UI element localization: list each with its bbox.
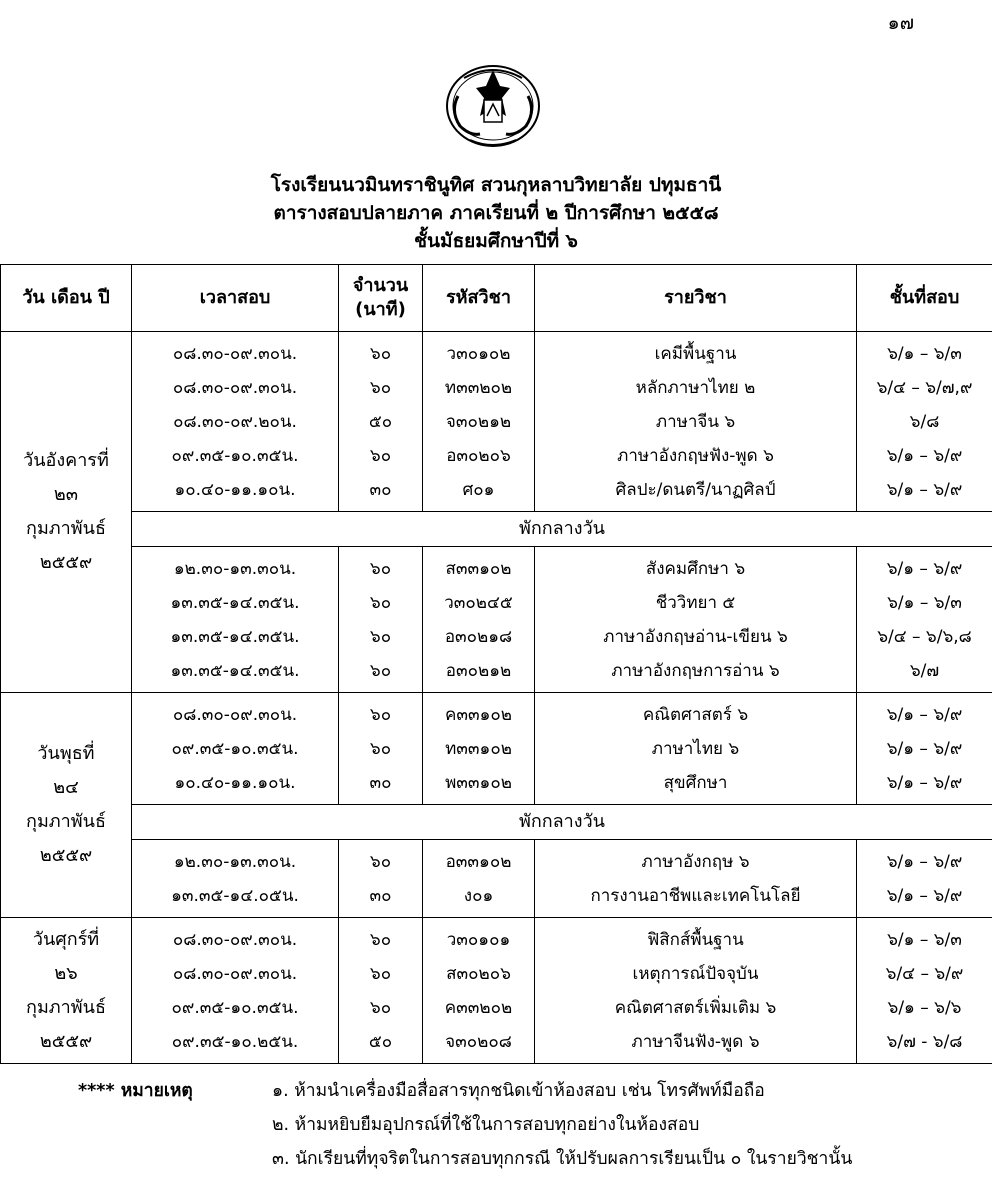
header-room: ชั้นที่สอบ [857, 265, 992, 332]
exam-minutes: ๓๐ [369, 773, 392, 793]
subject-name: ชีววิทยา ๕ [655, 593, 736, 613]
subject-code: ท๓๓๒๐๒ [444, 378, 513, 398]
subject-code: ค๓๓๒๐๒ [444, 998, 513, 1018]
schedule-block-row [1, 332, 992, 512]
header-code: รหัสวิชา [423, 265, 535, 332]
day-line: วันอังคารที่ [23, 450, 109, 471]
subject-code: ท๓๓๑๐๒ [445, 739, 512, 759]
exam-time: ๑๐.๔๐-๑๑.๑๐น. [174, 773, 296, 793]
subject-name: ศิลปะ/ดนตรี/นาฏศิลป์ [615, 480, 776, 500]
exam-time: ๐๙.๓๕-๑๐.๓๕น. [171, 998, 299, 1018]
table-body [1, 332, 992, 1064]
exam-minutes: ๓๐ [369, 480, 392, 500]
exam-minutes: ๖๐ [369, 998, 392, 1018]
subject-code: ว๓๐๒๔๕ [444, 593, 513, 613]
subject-code-column [423, 918, 535, 1064]
exam-room-column [857, 918, 992, 1064]
subject-name: ภาษาไทย ๖ [651, 739, 740, 759]
exam-minutes: ๖๐ [369, 559, 392, 579]
exam-minutes-column [339, 332, 423, 512]
school-seal-logo [440, 56, 546, 152]
exam-room: ๖/๑ – ๖/๙ [886, 559, 963, 579]
subject-name: ภาษาจีน ๖ [655, 412, 736, 432]
subject-name: การงานอาชีพและเทคโนโลยี [590, 886, 801, 906]
schedule-block-row [1, 840, 992, 918]
exam-minutes: ๖๐ [369, 378, 392, 398]
subject-name: คณิตศาสตร์เพิ่มเติม ๖ [614, 998, 777, 1018]
day-line: ๒๕๕๙ [39, 845, 93, 866]
exam-room: ๖/๗ - ๖/๘ [886, 1032, 963, 1052]
lunch-break: พักกลางวัน [132, 512, 992, 547]
exam-room: ๖/๔ – ๖/๗,๙ [876, 378, 973, 398]
exam-room: ๖/๑ – ๖/๙ [886, 886, 963, 906]
exam-minutes-column [339, 693, 423, 805]
note-item: ๒. ห้ามหยิบยืมอุปกรณ์ที่ใช้ในการสอบทุกอย่างในห้องสอบ [272, 1115, 700, 1135]
exam-time: ๐๙.๓๕-๑๐.๓๕น. [171, 446, 299, 466]
subject-code-column [423, 840, 535, 918]
exam-room: ๖/๑ – ๖/๓ [887, 930, 962, 950]
exam-room: ๖/๑ – ๖/๖ [887, 998, 962, 1018]
subject-code: ว๓๐๑๐๒ [446, 344, 511, 364]
header-time: เวลาสอบ [132, 265, 339, 332]
exam-title: ตารางสอบปลายภาค ภาคเรียนที่ ๒ ปีการศึกษา ๒๕๕๘ [273, 202, 719, 224]
day-line: ๒๕๕๙ [39, 552, 93, 573]
subject-name-column [535, 693, 857, 805]
exam-time: ๑๐.๔๐-๑๑.๑๐น. [174, 480, 296, 500]
subject-name: เคมีพื้นฐาน [654, 344, 737, 364]
day-cell [1, 332, 132, 693]
exam-room-column [857, 547, 992, 693]
lunch-break: พักกลางวัน [132, 805, 992, 840]
school-name: โรงเรียนนวมินทราชินูทิศ สวนกุหลาบวิทยาลัย ปทุมธานี [270, 174, 722, 196]
lunch-row [1, 512, 992, 547]
exam-time: ๑๒.๓๐-๑๓.๓๐น. [173, 559, 297, 579]
header-minutes-line2: (นาที) [355, 299, 406, 320]
header-minutes-line1: จำนวน [352, 275, 409, 296]
schedule-block-row [1, 547, 992, 693]
subject-code: อ๓๐๒๑๘ [444, 627, 513, 647]
exam-room: ๖/๑ – ๖/๙ [886, 480, 963, 500]
exam-time-column [132, 918, 339, 1064]
subject-code: ค๓๓๑๐๒ [445, 705, 512, 725]
day-line: กุมภาพันธ์ [26, 811, 106, 832]
subject-name: สังคมศึกษา ๖ [645, 559, 746, 579]
exam-room-column [857, 332, 992, 512]
note-item: ๑. ห้ามนำเครื่องมือสื่อสารทุกชนิดเข้าห้องสอบ เช่น โทรศัพท์มือถือ [272, 1081, 765, 1101]
exam-time: ๐๘.๓๐-๐๙.๓๐น. [172, 705, 298, 725]
exam-minutes: ๖๐ [369, 964, 392, 984]
exam-time-column [132, 332, 339, 512]
subject-name: ภาษาอังกฤษการอ่าน ๖ [611, 661, 780, 681]
subject-name: คณิตศาสตร์ ๖ [642, 705, 749, 725]
exam-time: ๑๒.๓๐-๑๓.๓๐น. [173, 852, 297, 872]
subject-code: ศ๐๑ [462, 480, 495, 500]
header-subject: รายวิชา [535, 265, 857, 332]
subject-code-column [423, 547, 535, 693]
subject-code: ส๓๓๑๐๒ [445, 559, 512, 579]
table-header-row [1, 265, 992, 332]
subject-name: สุขศึกษา [663, 773, 728, 793]
exam-minutes: ๖๐ [369, 627, 392, 647]
subject-name: ภาษาอังกฤษ ๖ [641, 852, 750, 872]
subject-name: ภาษาจีนฟัง-พูด ๖ [631, 1032, 760, 1052]
subject-name-column [535, 918, 857, 1064]
exam-time-column [132, 840, 339, 918]
exam-time: ๐๘.๓๐-๐๙.๓๐น. [172, 344, 298, 364]
day-cell [1, 693, 132, 918]
subject-name-column [535, 547, 857, 693]
day-line: ๒๕๕๙ [39, 1030, 93, 1052]
exam-minutes: ๖๐ [369, 852, 392, 872]
exam-time: ๐๘.๓๐-๐๙.๓๐น. [172, 378, 298, 398]
exam-time: ๑๓.๓๕-๑๔.๓๕น. [170, 627, 300, 647]
schedule-block-row [1, 693, 992, 805]
exam-minutes: ๖๐ [369, 593, 392, 613]
subject-code: อ๓๐๒๐๖ [446, 446, 511, 466]
day-line: กุมภาพันธ์ [26, 518, 106, 539]
exam-minutes: ๖๐ [369, 446, 392, 466]
exam-room-column [857, 693, 992, 805]
exam-time-column [132, 693, 339, 805]
exam-time: ๑๓.๓๕-๑๔.๓๕น. [170, 593, 300, 613]
exam-minutes-column [339, 918, 423, 1064]
exam-time: ๐๙.๓๕-๑๐.๓๕น. [171, 739, 299, 759]
subject-name: ภาษาอังกฤษอ่าน-เขียน ๖ [603, 627, 788, 647]
exam-room: ๖/๑ – ๖/๓ [887, 593, 962, 613]
exam-room-column [857, 840, 992, 918]
exam-time: ๑๓.๓๕-๑๔.๐๕น. [171, 886, 299, 906]
exam-minutes: ๖๐ [369, 705, 392, 725]
exam-room: ๖/๑ – ๖/๙ [886, 739, 963, 759]
subject-name: ภาษาอังกฤษฟัง-พูด ๖ [617, 446, 774, 466]
grade-level: ชั้นมัธยมศึกษาปีที่ ๖ [414, 230, 578, 252]
exam-room: ๖/๑ – ๖/๙ [886, 773, 963, 793]
subject-code: ส๓๐๒๐๖ [446, 964, 511, 984]
exam-minutes: ๖๐ [369, 344, 392, 364]
lunch-row [1, 805, 992, 840]
subject-code: พ๓๓๑๐๒ [445, 773, 512, 793]
exam-schedule-table [0, 264, 992, 1064]
exam-room: ๖/๔ – ๖/๖,๘ [877, 627, 972, 647]
header-minutes [339, 265, 423, 332]
day-line: วันพุธที่ [37, 743, 95, 764]
exam-time: ๐๙.๓๕-๑๐.๒๕น. [171, 1032, 299, 1052]
exam-room: ๖/๑ – ๖/๙ [886, 852, 963, 872]
exam-time: ๐๘.๓๐-๐๙.๓๐น. [172, 930, 298, 950]
exam-time: ๑๓.๓๕-๑๔.๓๕น. [170, 661, 300, 681]
exam-time: ๐๘.๓๐-๐๙.๓๐น. [172, 964, 298, 984]
exam-minutes: ๖๐ [369, 930, 392, 950]
exam-minutes: ๖๐ [369, 661, 392, 681]
day-line: ๒๖ [54, 962, 78, 984]
note-item: ๓. นักเรียนที่ทุจริตในการสอบทุกกรณี ให้ปรับผลการเรียนเป็น ๐ ในรายวิชานั้น [272, 1149, 853, 1169]
subject-name: ฟิสิกส์พื้นฐาน [647, 930, 744, 950]
exam-minutes-column [339, 547, 423, 693]
exam-minutes: ๖๐ [369, 739, 392, 759]
subject-code-column [423, 693, 535, 805]
notes-label: **** หมายเหตุ [78, 1081, 193, 1101]
day-cell [1, 918, 132, 1064]
subject-code-column [423, 332, 535, 512]
subject-code: ว๓๐๑๐๑ [446, 930, 511, 950]
exam-minutes: ๓๐ [369, 886, 392, 906]
subject-name-column [535, 332, 857, 512]
subject-code: ง๐๑ [463, 886, 494, 906]
subject-name: หลักภาษาไทย ๒ [635, 378, 756, 398]
exam-minutes: ๕๐ [368, 412, 393, 432]
subject-name: เหตุการณ์ปัจจุบัน [632, 964, 759, 984]
exam-room: ๖/๔ – ๖/๙ [885, 964, 964, 984]
header-date: วัน เดือน ปี [1, 265, 132, 332]
subject-name-column [535, 840, 857, 918]
exam-room: ๖/๑ – ๖/๙ [886, 705, 963, 725]
schedule-block-row [1, 918, 992, 1064]
document-title [0, 171, 992, 255]
day-line: กุมภาพันธ์ [26, 996, 106, 1018]
exam-room: ๖/๗ [909, 661, 940, 681]
subject-code: อ๓๓๑๐๒ [445, 852, 512, 872]
day-line: ๒๓ [53, 484, 79, 505]
exam-time-column [132, 547, 339, 693]
page-number: ๑๗ [887, 12, 914, 34]
exam-room: ๖/๑ – ๖/๓ [887, 344, 962, 364]
day-line: ๒๔ [53, 777, 79, 798]
day-line: วันศุกร์ที่ [32, 928, 100, 950]
exam-minutes: ๕๐ [368, 1032, 393, 1052]
exam-room: ๖/๑ – ๖/๙ [886, 446, 963, 466]
subject-code: จ๓๐๒๐๘ [445, 1032, 512, 1052]
subject-code: จ๓๐๒๑๒ [445, 412, 512, 432]
subject-code: อ๓๐๒๑๒ [445, 661, 512, 681]
exam-room: ๖/๘ [909, 412, 940, 432]
exam-time: ๐๘.๓๐-๐๙.๒๐น. [173, 412, 297, 432]
exam-minutes-column [339, 840, 423, 918]
